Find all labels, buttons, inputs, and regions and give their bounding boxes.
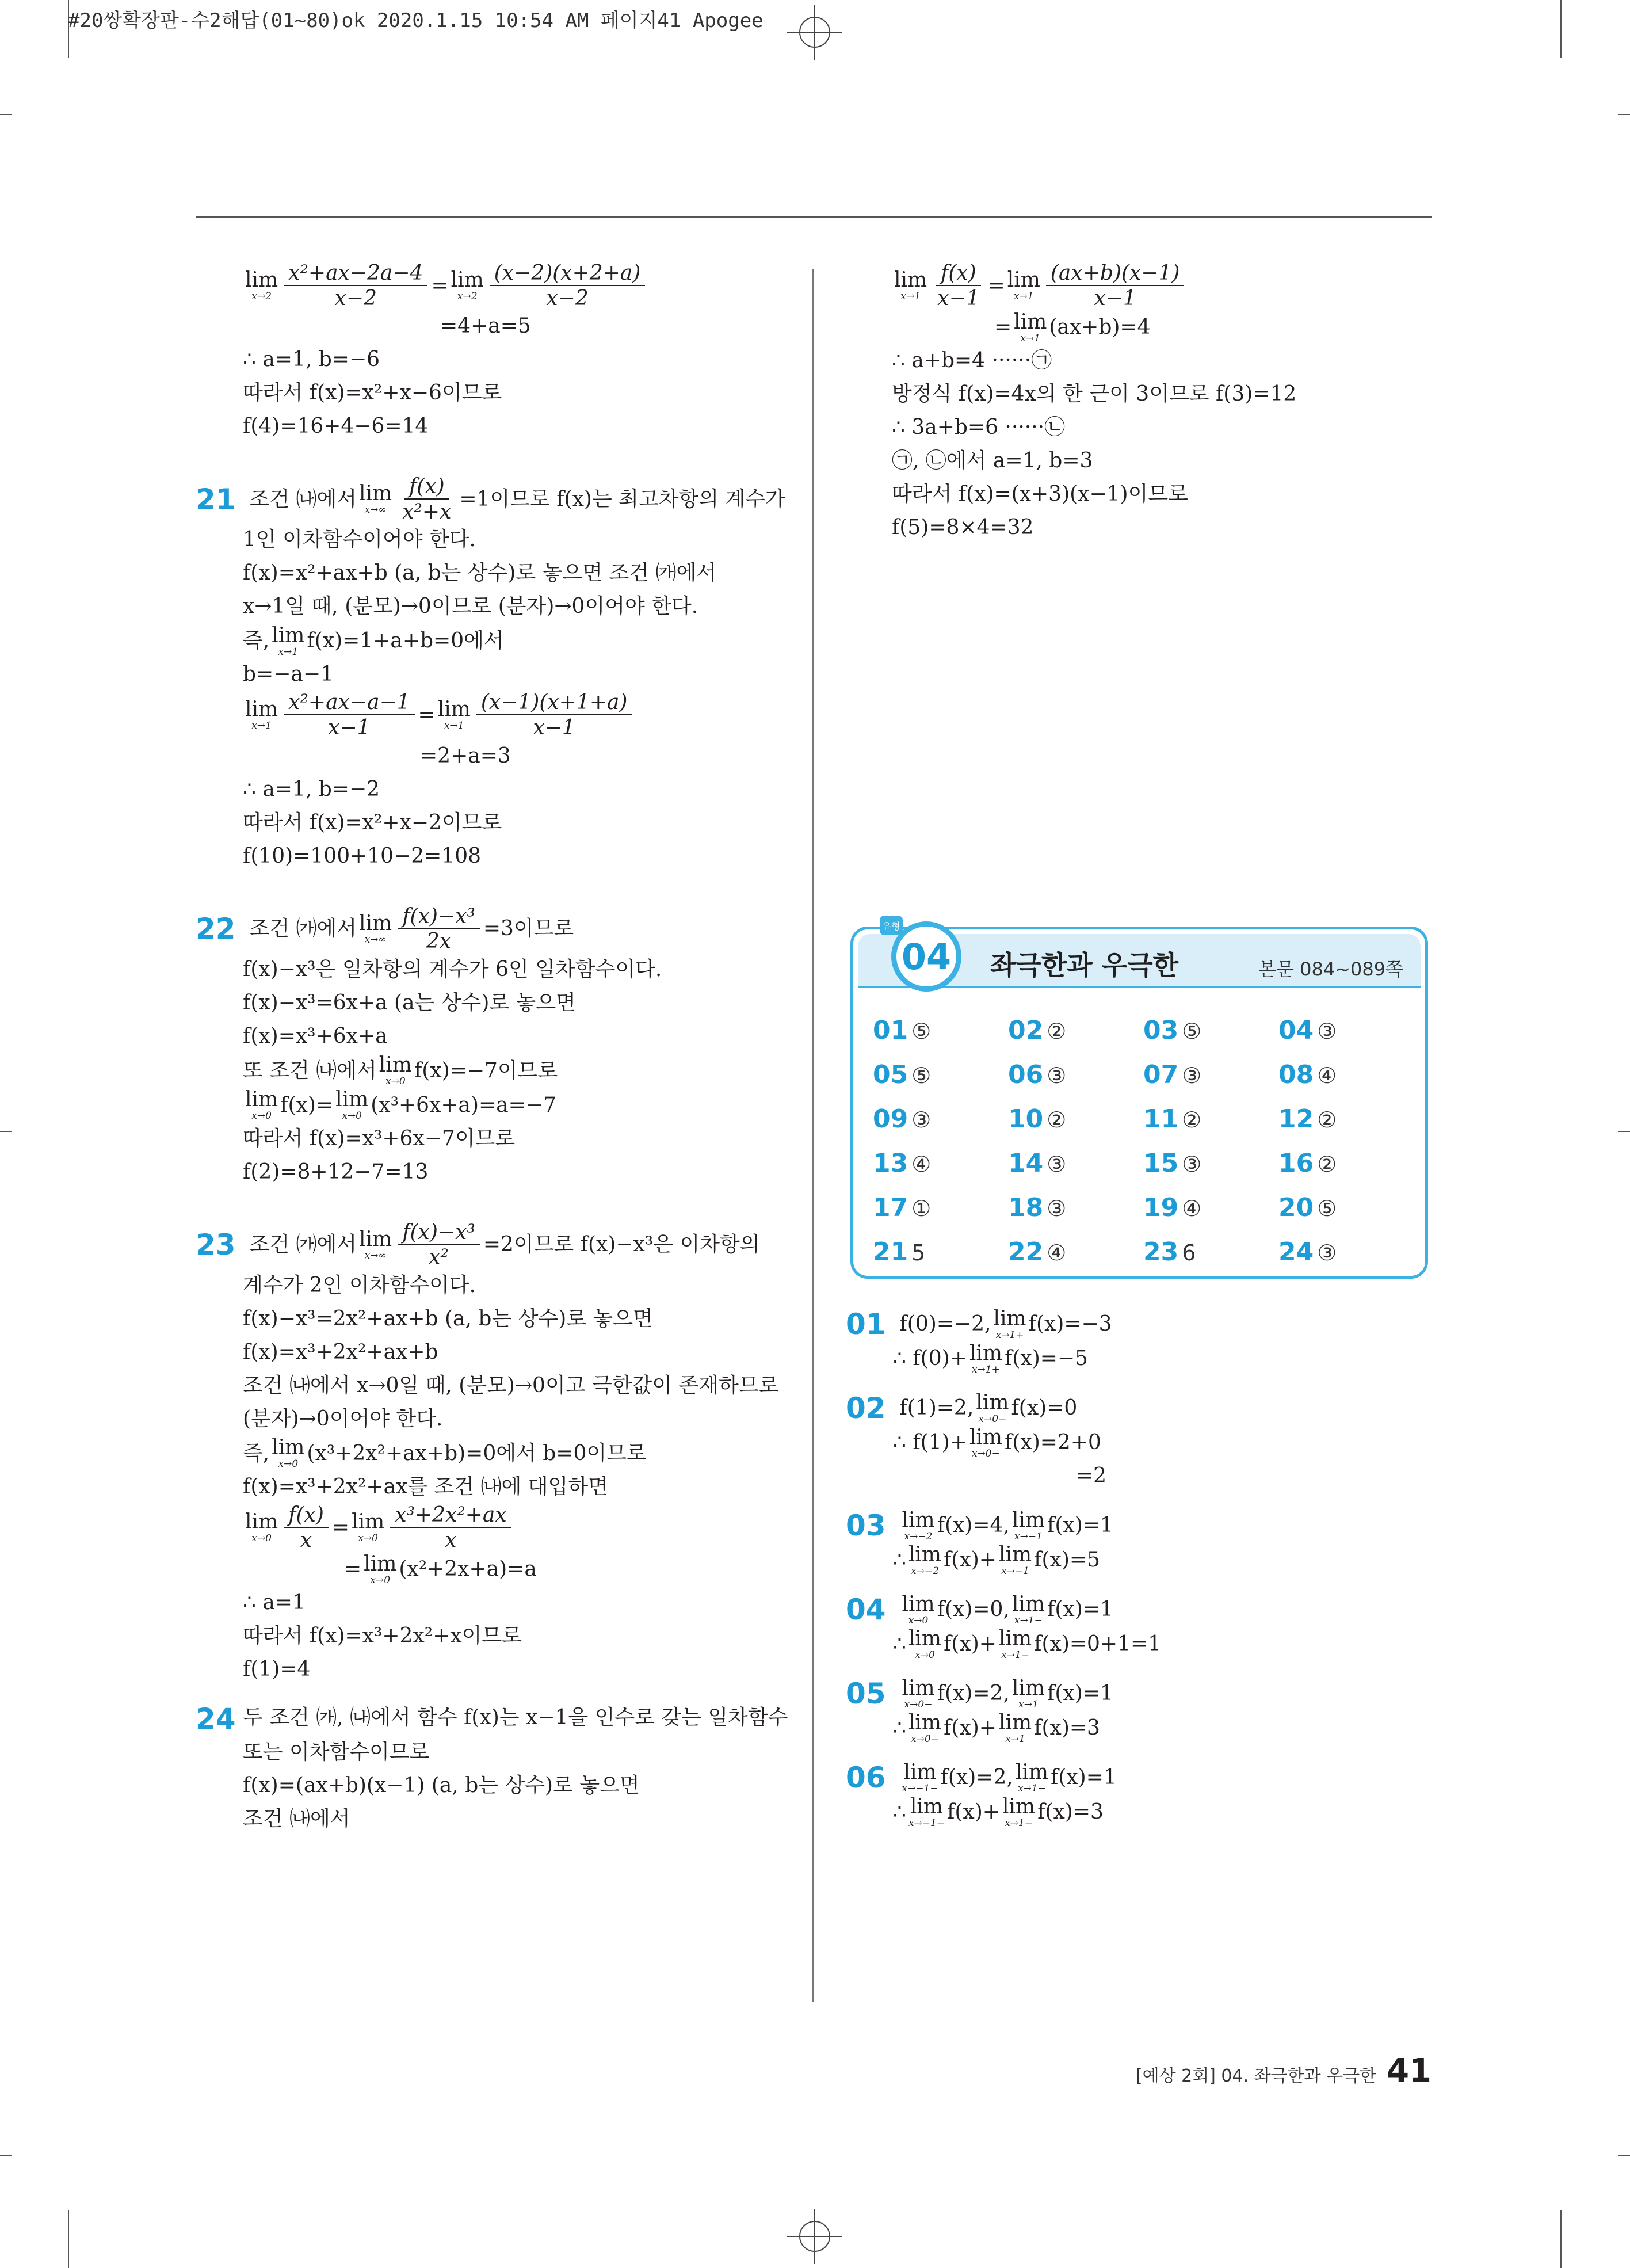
solution-line: f(x)=x³+2x²+ax를 조건 ㈏에 대입하면 (243, 1474, 608, 1499)
answer-item (1143, 1193, 1278, 1222)
crop-mark (0, 1131, 12, 1132)
limit-operator: lim x→−2 (902, 1508, 935, 1542)
solution-line: 방정식 f(x)=4x의 한 근이 3이므로 f(3)=12 (892, 382, 1297, 406)
limit-operator: lim x→1 (894, 268, 927, 303)
solution-line: =2+a=3 (420, 744, 511, 768)
solution-line: 따라서 f(x)=x³+2x²+x이므로 (243, 1624, 522, 1648)
fraction: $\frac{f(x)}{x}$ (284, 1504, 329, 1552)
crop-mark (1560, 2210, 1562, 2268)
answer-question-number: 12 (1278, 1104, 1314, 1134)
problem-number: 02 (846, 1392, 886, 1425)
answer-item (1008, 1149, 1143, 1178)
answer-item (1008, 1060, 1143, 1089)
solution-line: f(x)=x³+6x+a (243, 1024, 388, 1048)
answer-item (1143, 1237, 1278, 1267)
section-page-ref: 본문 084~089쪽 (1258, 958, 1403, 980)
answer-item (1143, 1016, 1278, 1045)
left-column (196, 262, 794, 1836)
solution-line: x→1일 때, (분모)→0이므로 (분자)→0이어야 한다. (243, 594, 698, 619)
answer-question-number: 09 (873, 1104, 908, 1134)
answer-grid (873, 1016, 1414, 1267)
solution-01: 01 f(0)=−2, lim x→1+ f(x)=−3 (846, 1306, 1112, 1341)
solution-line: f(x)−x³은 일차항의 계수가 6인 일차함수이다. (243, 957, 662, 981)
solution-line: ∴ f(0)+ lim x→1+ f(x)=−5 (893, 1341, 1088, 1375)
answer-question-number: 04 (1278, 1016, 1314, 1045)
solution-line: lim x→0 f(x)= lim x→0 (x³+6x+a)=a=−7 (245, 1088, 556, 1122)
answer-item (873, 1149, 1008, 1178)
section-answer-box (850, 920, 1428, 1279)
limit-operator: lim x→∞ (359, 1227, 392, 1261)
solution-line: = lim x→0 (x²+2x+a)=a (344, 1552, 537, 1586)
answer-choice: ④ (1182, 1196, 1202, 1221)
limit-operator: lim x→0− (908, 1710, 942, 1745)
page-number: 41 (1387, 2052, 1432, 2090)
section-number-badge: 04 (891, 921, 961, 992)
crop-mark (1560, 0, 1562, 58)
limit-operator: lim x→0− (902, 1676, 935, 1710)
limit-operator: lim x→1 (245, 697, 278, 732)
column-divider (812, 269, 814, 2002)
answer-item (1008, 1237, 1143, 1267)
problem-23: 23 조건 ㈎에서 lim x→∞ $\frac{\text{f(x)−x³}}{\text{x²}}$ =2이므로 f(x)−x³은 이차항의 (196, 1220, 760, 1270)
solution-line: ∴ lim x→0− f(x)+ lim x→1 f(x)=3 (893, 1710, 1100, 1745)
answer-question-number: 22 (1008, 1237, 1044, 1267)
answer-question-number: 11 (1143, 1104, 1179, 1134)
answer-question-number: 19 (1143, 1193, 1179, 1222)
solution-line: f(10)=100+10−2=108 (243, 844, 482, 868)
problem-number: 24 (196, 1702, 236, 1736)
solution-line: f(5)=8×4=32 (892, 516, 1034, 540)
answer-choice: ⑤ (911, 1063, 932, 1088)
problem-number: 23 (196, 1228, 236, 1262)
fraction: $\frac{(ax+b)(x-1)}{x-1}$ (1046, 262, 1185, 310)
limit-operator: lim x→∞ (359, 911, 392, 946)
solution-line: f(x)−x³=2x²+ax+b (a, b는 상수)로 놓으면 (243, 1306, 653, 1331)
answer-item (873, 1104, 1008, 1134)
solution-line: 즉, lim x→1 f(x)=1+a+b=0에서 (243, 623, 504, 658)
answer-item (1143, 1060, 1278, 1089)
solution-line: =2 (1076, 1464, 1107, 1488)
print-slug: #20쌍확장판-수2해답(01~80)ok 2020.1.15 10:54 AM 페이지41 Apogee (68, 9, 764, 32)
answer-question-number: 01 (873, 1016, 908, 1045)
problem-number: 22 (196, 912, 236, 946)
footer-running-title: [예상 2회] 04. 좌극한과 우극한 (1135, 2066, 1377, 2086)
problem-number: 21 (196, 482, 236, 516)
answer-item (873, 1237, 1008, 1267)
answer-item (1278, 1237, 1414, 1267)
fraction: $\frac{(x-2)(x+2+a)}{x-2}$ (490, 262, 646, 310)
solution-03: 03 lim x→−2 f(x)=4, lim x→−1 f(x)=1 (846, 1508, 1113, 1542)
solution-line: lim x→1 $\frac{\text{x²+ax−a−1}}{x-1}$ = lim x→1 $\frac{(x-1)(x+1+a)}{x-1}$ (196, 691, 794, 739)
fraction: $\frac{f(x)}{x-1}$ (933, 262, 984, 310)
answer-question-number: 15 (1143, 1149, 1179, 1178)
solution-line: 계수가 2인 이차함수이다. (243, 1273, 476, 1297)
registration-mark-icon (787, 5, 842, 60)
fraction: $\frac{\text{f(x)−x³}}{2x}$ (398, 905, 480, 953)
crop-mark (0, 2155, 12, 2156)
solution-line: ∴ a=1, b=−2 (243, 777, 380, 801)
limit-operator: lim x→0 (352, 1510, 385, 1545)
limit-operator: lim x→−1 (1011, 1508, 1045, 1542)
limit-operator: lim x→1 (1007, 268, 1040, 303)
limit-operator: lim x→1 (998, 1710, 1032, 1745)
answer-item (1278, 1193, 1414, 1222)
solution-line: 조건 ㈏에서 (243, 1807, 350, 1831)
solution-line: lim x→2 $\frac{\text{x²+ax−2a−4}}{x-2}$ = lim x→2 $\frac{(x-2)(x+2+a)}{x-2}$ (196, 262, 794, 310)
solution-line: 1인 이차함수이어야 한다. (243, 528, 476, 552)
solution-04: 04 lim x→0 f(x)=0, lim x→1− f(x)=1 (846, 1592, 1113, 1626)
answer-choice: ③ (1047, 1063, 1067, 1088)
limit-operator: lim x→−1− (908, 1794, 945, 1829)
solution-line: f(x)=x³+2x²+ax+b (243, 1340, 438, 1364)
answer-item (1008, 1016, 1143, 1045)
solution-line: lim x→1 $\frac{f(x)}{x-1}$ = lim x→1 $\frac{(ax+b)(x-1)}{x-1}$ (892, 262, 1484, 310)
problem-number: 04 (846, 1593, 886, 1626)
problem-24: 24 두 조건 ㈎, ㈏에서 함수 f(x)는 x−1을 인수로 갖는 일차함수 (196, 1702, 788, 1736)
limit-operator: lim x→0 (379, 1053, 412, 1088)
limit-operator: lim x→1+ (969, 1341, 1003, 1375)
answer-question-number: 16 (1278, 1149, 1314, 1178)
crop-mark (0, 114, 12, 115)
answer-item (1143, 1104, 1278, 1134)
answer-choice: ⑤ (911, 1019, 932, 1044)
solution-line: ∴ f(1)+ lim x→0− f(x)=2+0 (893, 1425, 1101, 1459)
registration-mark-icon (787, 2209, 842, 2264)
answer-item (873, 1060, 1008, 1089)
limit-operator: lim x→1 (1011, 1676, 1045, 1710)
section-type-tag: 유형 (880, 916, 903, 935)
solution-line: ㉠, ㉡에서 a=1, b=3 (892, 449, 1093, 473)
solution-02: 02 f(1)=2, lim x→0− f(x)=0 (846, 1390, 1078, 1425)
solution-line: ∴ lim x→−2 f(x)+ lim x→−1 f(x)=5 (893, 1542, 1100, 1577)
answer-item (1278, 1149, 1414, 1178)
crop-mark (1618, 114, 1630, 115)
limit-operator: lim x→1− (998, 1626, 1032, 1661)
section-title: 좌극한과 우극한 (990, 950, 1179, 981)
answer-choice: ③ (911, 1107, 932, 1133)
problem-22: 22 조건 ㈎에서 lim x→∞ $\frac{\text{f(x)−x³}}{2x}$ =3이므로 (196, 904, 574, 954)
answer-choice: ④ (1317, 1063, 1337, 1088)
solution-line: 따라서 f(x)=x²+x−2이므로 (243, 810, 502, 834)
answer-question-number: 10 (1008, 1104, 1044, 1134)
crop-mark (1618, 1131, 1630, 1132)
answer-choice: ② (1317, 1107, 1337, 1133)
answer-choice: ④ (1047, 1240, 1067, 1265)
problem-number: 01 (846, 1308, 886, 1341)
answer-choice: ③ (1317, 1019, 1337, 1044)
limit-operator: lim x→2 (451, 268, 484, 303)
limit-operator: lim x→0 (335, 1088, 369, 1122)
limit-operator: lim x→−1 (998, 1542, 1032, 1577)
limit-operator: lim x→1+ (993, 1306, 1026, 1341)
crop-mark (1618, 2155, 1630, 2156)
problem-21: 21 조건 ㈏에서 lim x→∞ $\frac{f(x)}{\text{x²+x}}$ =1이므로 f(x)는 최고차항의 계수가 (196, 475, 785, 524)
solution-line: =4+a=5 (440, 314, 531, 338)
answer-choice: ④ (911, 1152, 932, 1177)
solution-line: f(2)=8+12−7=13 (243, 1160, 429, 1184)
answer-item (1008, 1104, 1143, 1134)
answer-item (1278, 1104, 1414, 1134)
limit-operator: lim x→1 (272, 623, 305, 658)
answer-choice: ③ (1182, 1152, 1202, 1177)
problem-number: 06 (846, 1761, 886, 1794)
solution-line: ∴ a=1 (243, 1591, 306, 1615)
answer-question-number: 23 (1143, 1237, 1179, 1267)
answer-choice: 6 (1182, 1240, 1196, 1265)
answer-choice: ⑤ (1317, 1196, 1337, 1221)
solution-line: = lim x→1 (ax+b)=4 (994, 310, 1151, 344)
solution-line: ∴ lim x→−1− f(x)+ lim x→1− f(x)=3 (893, 1794, 1104, 1829)
limit-operator: lim x→0 (364, 1552, 397, 1586)
limit-operator: lim x→1− (1015, 1760, 1048, 1794)
fraction: $\frac{\text{x²+ax−a−1}}{x-1}$ (284, 691, 414, 739)
answer-question-number: 03 (1143, 1016, 1179, 1045)
limit-operator: lim x→1 (1014, 310, 1047, 344)
limit-operator: lim x→0 (245, 1510, 278, 1545)
answer-question-number: 02 (1008, 1016, 1044, 1045)
solution-line: ∴ a+b=4 ······㉠ (892, 349, 1052, 373)
answer-choice: ③ (1047, 1152, 1067, 1177)
answer-question-number: 08 (1278, 1060, 1314, 1089)
solution-05: 05 lim x→0− f(x)=2, lim x→1 f(x)=1 (846, 1676, 1113, 1710)
answer-question-number: 13 (873, 1149, 908, 1178)
solution-06: 06 lim x→−1− f(x)=2, lim x→1− f(x)=1 (846, 1760, 1117, 1794)
limit-operator: lim x→0 (902, 1592, 935, 1626)
problem-number: 03 (846, 1509, 886, 1542)
solution-line: 조건 ㈏에서 x→0일 때, (분모)→0이고 극한값이 존재하므로 (243, 1373, 779, 1397)
answer-question-number: 07 (1143, 1060, 1179, 1089)
solution-line: ∴ a=1, b=−6 (243, 348, 380, 372)
answer-item (1278, 1060, 1414, 1089)
answer-choice: ③ (1317, 1240, 1337, 1265)
answer-question-number: 14 (1008, 1149, 1044, 1178)
solution-line: f(x)=x²+ax+b (a, b는 상수)로 놓으면 조건 ㈎에서 (243, 561, 716, 585)
solution-line: 또는 이차함수이므로 (243, 1740, 430, 1764)
solution-line: ∴ lim x→0 f(x)+ lim x→1− f(x)=0+1=1 (893, 1626, 1162, 1661)
solution-line: 따라서 f(x)=(x+3)(x−1)이므로 (892, 482, 1188, 506)
answer-item (1143, 1149, 1278, 1178)
answer-choice: ② (1047, 1107, 1067, 1133)
solution-line: f(1)=4 (243, 1657, 311, 1682)
answer-choice: ② (1047, 1019, 1067, 1044)
answer-choice: 5 (911, 1240, 926, 1265)
answer-question-number: 18 (1008, 1193, 1044, 1222)
limit-operator: lim x→0− (969, 1425, 1003, 1459)
answer-choice: ② (1182, 1107, 1202, 1133)
limit-operator: lim x→1 (437, 697, 471, 732)
solution-line: (분자)→0이어야 한다. (243, 1406, 443, 1431)
answer-question-number: 20 (1278, 1193, 1314, 1222)
right-column-top (892, 262, 1484, 544)
limit-operator: lim x→−2 (908, 1542, 942, 1577)
answer-question-number: 06 (1008, 1060, 1044, 1089)
solution-line: f(4)=16+4−6=14 (243, 414, 429, 439)
answer-item (1008, 1193, 1143, 1222)
fraction: $\frac{f(x)}{\text{x²+x}}$ (402, 475, 452, 524)
problem-number: 05 (846, 1677, 886, 1710)
solution-line: lim x→0 $\frac{f(x)}{x}$ = lim x→0 $\frac{\text{x³+2x²+ax}}{x}$ (196, 1504, 794, 1552)
answer-item (873, 1193, 1008, 1222)
limit-operator: lim x→1− (1011, 1592, 1045, 1626)
answer-question-number: 05 (873, 1060, 908, 1089)
limit-operator: lim x→0 (272, 1436, 305, 1470)
section-header (858, 920, 1421, 988)
limit-operator: lim x→∞ (359, 482, 392, 516)
limit-operator: lim x→1− (1002, 1794, 1036, 1829)
solution-line: f(x)=(ax+b)(x−1) (a, b는 상수)로 놓으면 (243, 1774, 640, 1798)
answer-choice: ③ (1047, 1196, 1067, 1221)
answer-choice: ① (911, 1196, 932, 1221)
solution-line: 따라서 f(x)=x³+6x−7이므로 (243, 1126, 516, 1150)
crop-mark (68, 2210, 69, 2268)
right-column-bottom (846, 1306, 1438, 1829)
limit-operator: lim x→0 (245, 1088, 278, 1122)
limit-operator: lim x→−1− (902, 1760, 938, 1794)
answer-choice: ⑤ (1182, 1019, 1202, 1044)
fraction: $\frac{(x-1)(x+1+a)}{x-1}$ (476, 691, 632, 739)
top-rule (196, 216, 1432, 218)
page-footer (1136, 2052, 1432, 2090)
solution-line: b=−a−1 (243, 662, 334, 687)
answer-choice: ② (1317, 1152, 1337, 1177)
solution-line: 따라서 f(x)=x²+x−6이므로 (243, 381, 502, 405)
answer-question-number: 17 (873, 1193, 908, 1222)
answer-question-number: 21 (873, 1237, 908, 1267)
solution-line: f(x)−x³=6x+a (a는 상수)로 놓으면 (243, 990, 576, 1015)
solution-line: 또 조건 ㈏에서 lim x→0 f(x)=−7이므로 (243, 1053, 558, 1088)
fraction: $\frac{\text{x³+2x²+ax}}{x}$ (390, 1504, 511, 1552)
fraction: $\frac{\text{f(x)−x³}}{\text{x²}}$ (398, 1221, 480, 1269)
fraction: $\frac{\text{x²+ax−2a−4}}{x-2}$ (284, 262, 427, 310)
solution-line: ∴ 3a+b=6 ······㉡ (892, 416, 1066, 440)
limit-operator: lim x→0 (908, 1626, 942, 1661)
answer-item (873, 1016, 1008, 1045)
answer-choice: ③ (1182, 1063, 1202, 1088)
limit-operator: lim x→2 (245, 268, 278, 303)
limit-operator: lim x→0− (976, 1390, 1009, 1425)
answer-item (1278, 1016, 1414, 1045)
answer-question-number: 24 (1278, 1237, 1314, 1267)
solution-line: 즉, lim x→0 (x³+2x²+ax+b)=0에서 b=0이므로 (243, 1436, 647, 1470)
